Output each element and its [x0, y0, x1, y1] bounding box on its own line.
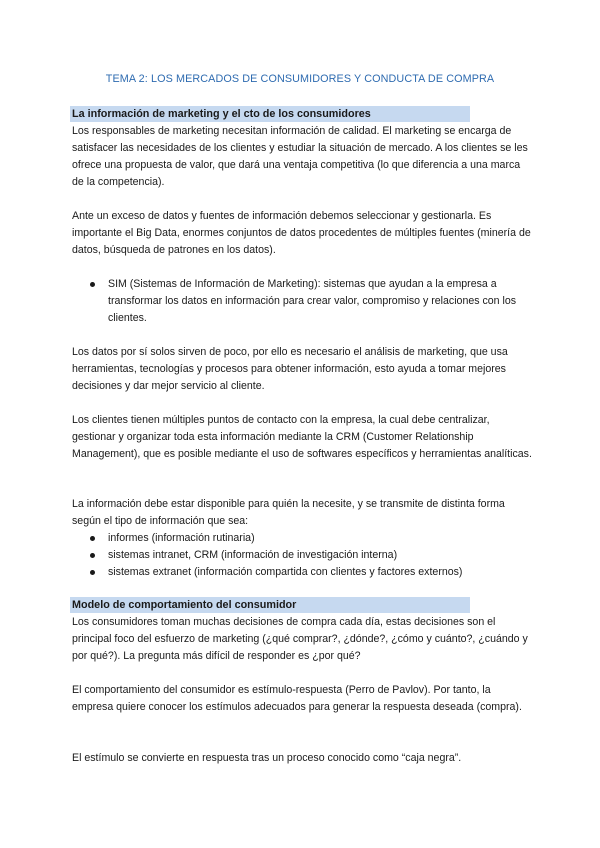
section-heading-consumer-model: Modelo de comportamiento del consumidor: [70, 597, 470, 613]
list-item: SIM (Sistemas de Información de Marketing): sistemas que ayudan a la empresa a transformar los datos en información para crear valor, compromiso y relaciones con los clientes.: [90, 276, 530, 327]
section-heading-marketing-info: La información de marketing y el cto de los consumidores: [70, 106, 470, 122]
document-title: TEMA 2: LOS MERCADOS DE CONSUMIDORES Y CONDUCTA DE COMPRA: [105, 73, 495, 85]
paragraph: Los responsables de marketing necesitan información de calidad. El marketing se encarga de satisfacer las necesidades de los clientes y estudiar la situación de mercado. A los clientes se les ofrece una propuesta de valor, que dará una ventaja competitiva (lo que diferencia a una marca de la competencia).: [72, 125, 528, 188]
paragraph: Los consumidores toman muchas decisiones de compra cada día, estas decisiones son el principal foco del esfuerzo de marketing (¿qué comprar?, ¿dónde?, ¿cómo y cuánto?, ¿cuándo y por qué?). La pregunta más difícil de responder es ¿por qué?: [72, 616, 528, 662]
paragraph: El comportamiento del consumidor es estímulo-respuesta (Perro de Pavlov). Por tanto, la empresa quiere conocer los estímulos adecuados para generar la respuesta deseada (compra).: [72, 684, 522, 713]
paragraph: Los datos por sí solos sirven de poco, por ello es necesario el análisis de marketing, que usa herramientas, tecnologías y procesos para obtener información, esto ayuda a tomar mejores decisiones y dar mejor servicio al cliente.: [72, 346, 508, 392]
bullet-list-sim: [90, 276, 530, 327]
paragraph: Los clientes tienen múltiples puntos de contacto con la empresa, la cual debe centralizar, gestionar y organizar toda esta información mediante la CRM (Customer Relationship Management), que es posible mediante el uso de softwares específicos y herramientas analíticas.: [72, 414, 532, 460]
list-item: informes (información rutinaria): [90, 530, 530, 547]
paragraph: La información debe estar disponible para quién la necesite, y se transmite de distinta forma según el tipo de información que sea:: [72, 498, 505, 527]
list-item: sistemas extranet (información compartida con clientes y factores externos): [90, 564, 530, 581]
bullet-list-info-types: [90, 530, 530, 581]
paragraph: Ante un exceso de datos y fuentes de información debemos seleccionar y gestionarla. Es importante el Big Data, enormes conjuntos de datos procedentes de múltiples fuentes (minería de datos, búsqueda de patrones en los datos).: [72, 210, 531, 256]
paragraph: El estímulo se convierte en respuesta tras un proceso conocido como “caja negra”.: [72, 752, 462, 764]
list-item: sistemas intranet, CRM (información de investigación interna): [90, 547, 530, 564]
